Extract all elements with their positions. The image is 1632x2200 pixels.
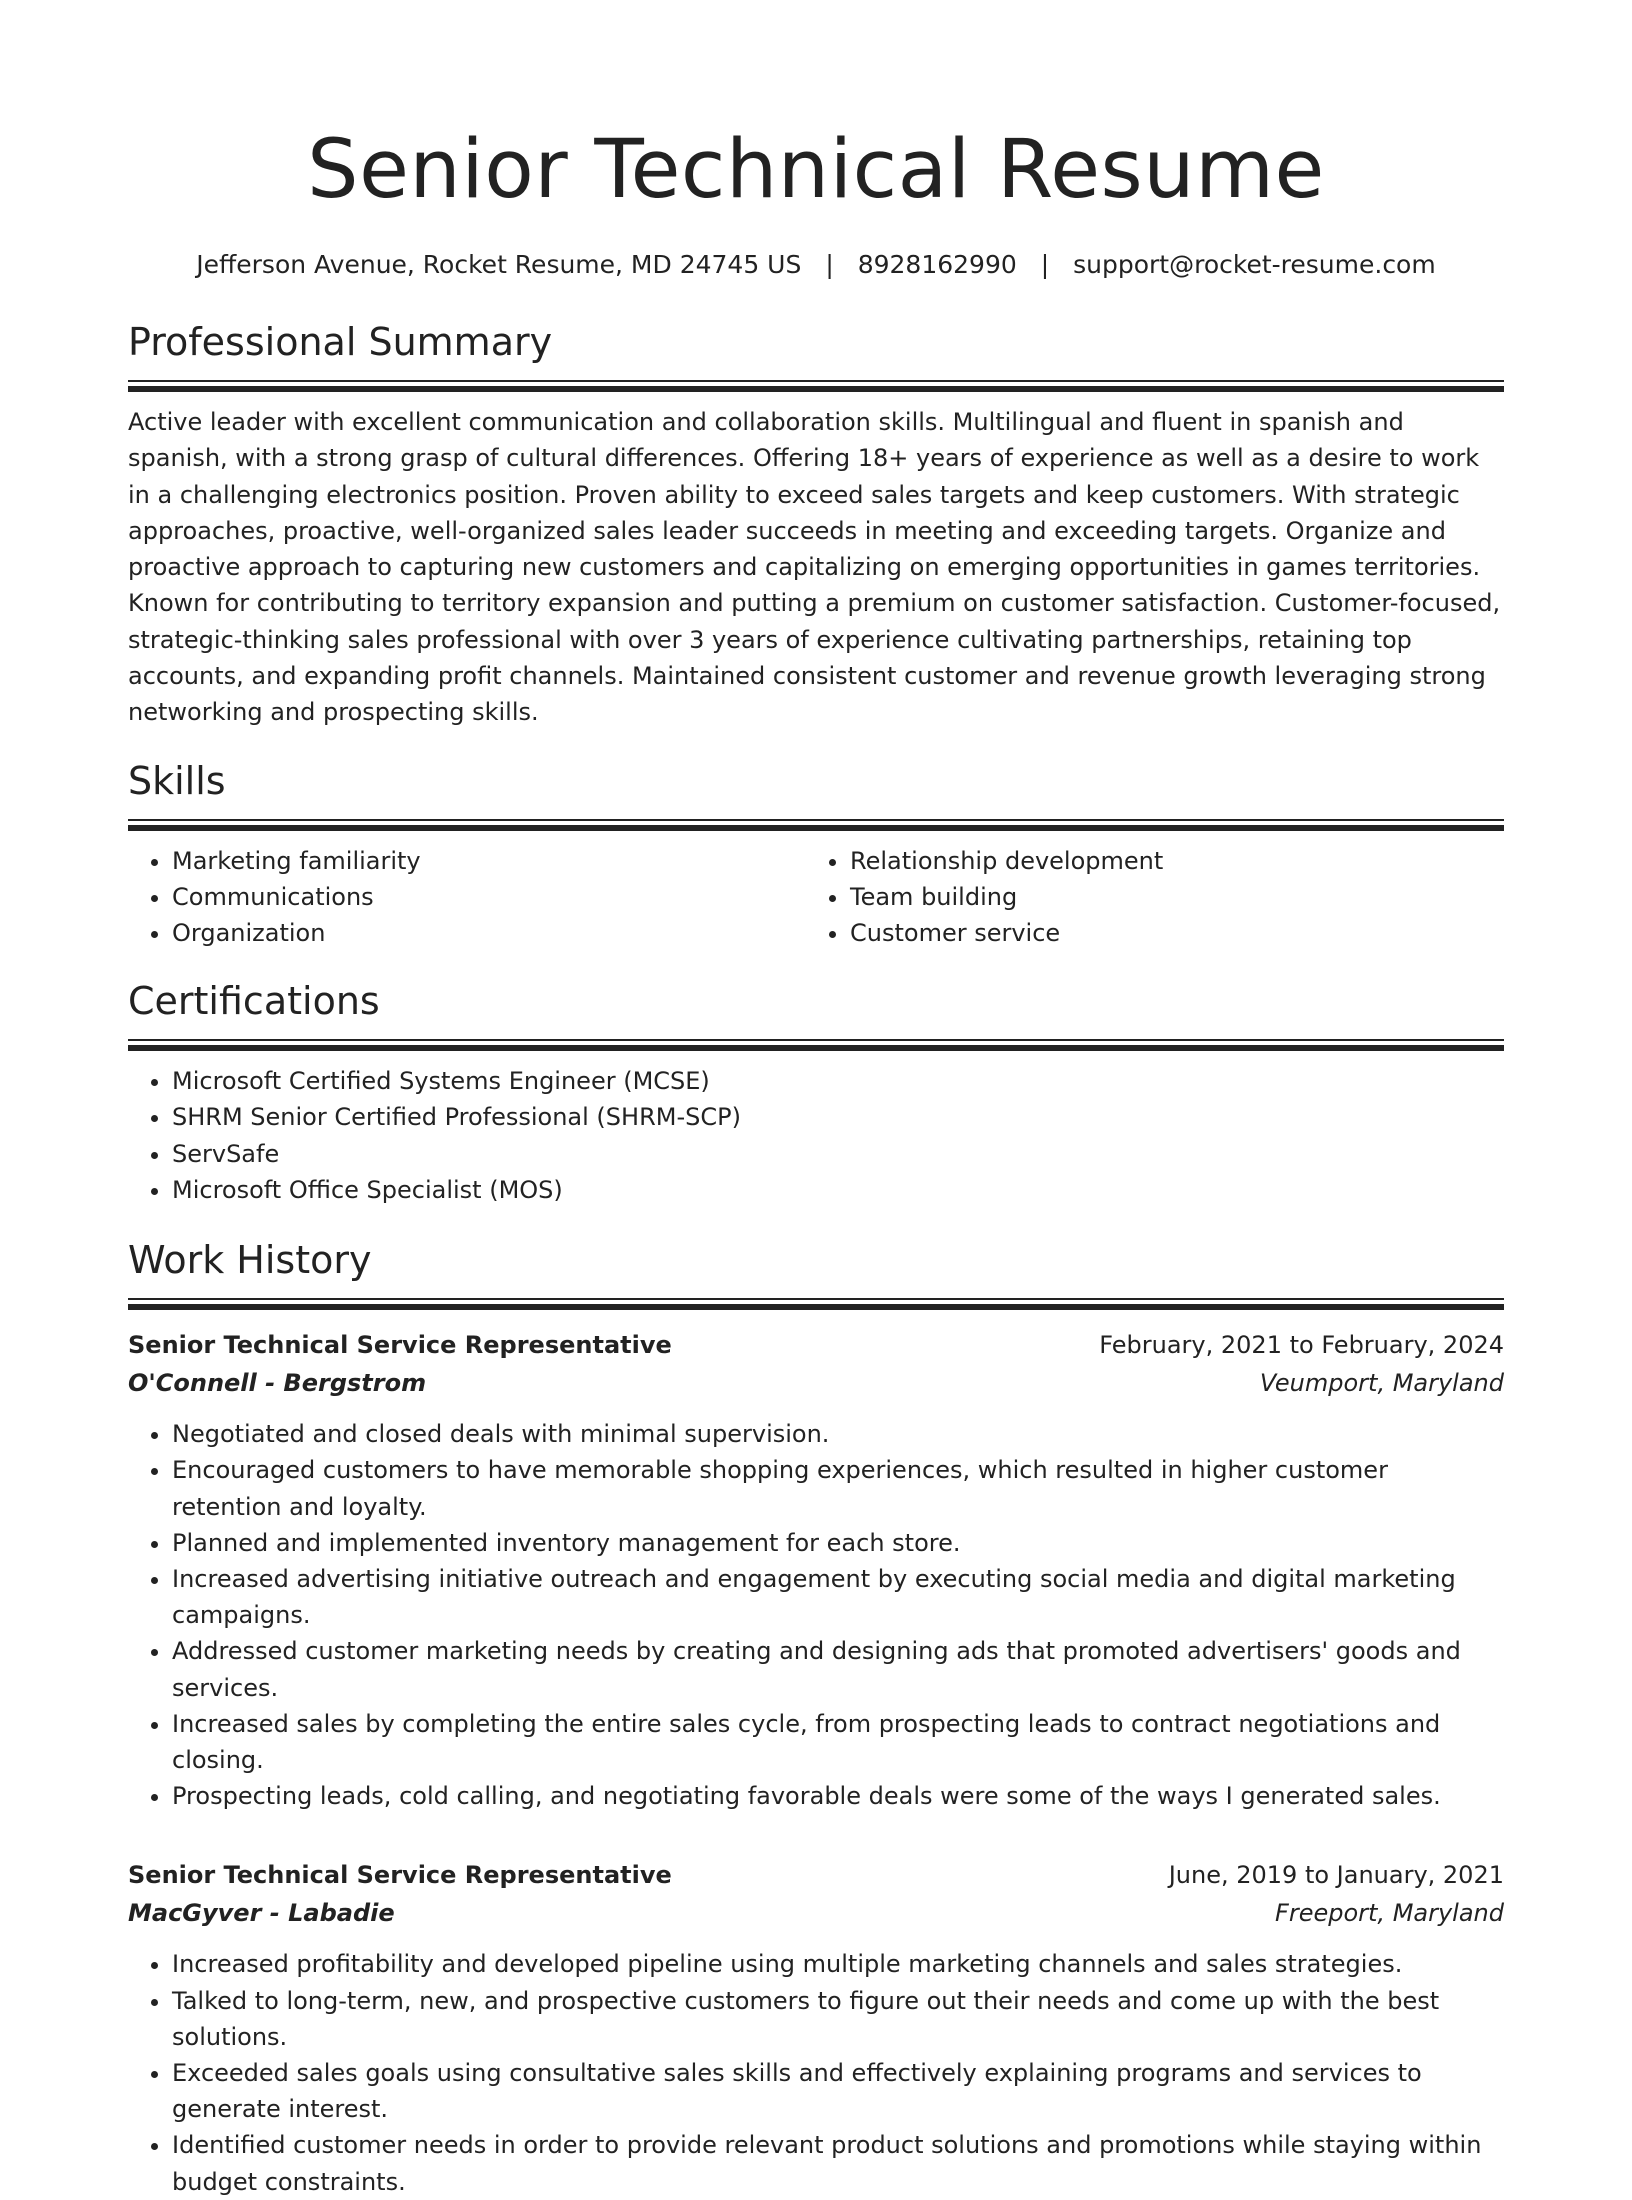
job-duty-item: • Planned and implemented inventory management for each store. (172, 1525, 1504, 1561)
resume-title: Senior Technical Resume (307, 123, 1325, 217)
skills-column-right (806, 843, 1484, 952)
work-history-section (128, 1236, 1504, 2200)
job-dates: June, 2019 to January, 2021 (1168, 1861, 1504, 1890)
certification-item: • SHRM Senior Certified Professional (SHRM-SCP) (172, 1099, 1504, 1135)
section-divider (128, 1298, 1504, 1310)
skills-section (128, 757, 1504, 952)
job-entry (128, 1326, 1504, 1814)
summary-text: Active leader with excellent communication and collaboration skills. Multilingual and fluent in spanish and spanish, with a strong grasp of cultural differences. Offering 18+ years of experience as well as a desire to work in a challenging electronics position. Proven ability to exceed sales targets and keep customers. With strategic approaches, proactive, well-organized sales leader succeeds in meeting and exceeding targets. Organize and proactive approach to capturing new customers and capitalizing on emerging opportunities in games territories. Known for contributing to territory expansion and putting a premium on customer satisfaction. Customer-focused, strategic-thinking sales professional with over 3 years of experience cultivating partnerships, retaining top accounts, and expanding profit channels. Maintained consistent customer and revenue growth leveraging strong networking and prospecting skills. (128, 408, 1501, 727)
job-location: Veumport, Maryland (1259, 1369, 1504, 1398)
contact-address: Jefferson Avenue, Rocket Resume, MD 24745 US (196, 250, 802, 279)
section-heading-work-history: Work History (128, 1238, 372, 1283)
section-heading-certifications: Certifications (128, 979, 380, 1024)
job-duty-item: • Identified customer needs in order to provide relevant product solutions and promotions while staying within budget constraints. (172, 2127, 1504, 2199)
job-duty-item: • Exceeded sales goals using consultative sales skills and effectively explaining programs and services to generate interest. (172, 2055, 1504, 2127)
contact-phone: 8928162990 (857, 250, 1017, 279)
resume-page (128, 120, 1504, 2200)
section-heading-summary: Professional Summary (128, 320, 553, 364)
job-company-row (128, 1894, 1504, 1932)
skill-item: • Customer service (850, 915, 1484, 951)
job-duty-item: • Increased advertising initiative outreach and engagement by executing social media and digital marketing campaigns. (172, 1561, 1504, 1633)
job-duties-list (128, 1416, 1504, 1814)
contact-line (128, 248, 1504, 282)
job-duty-item: • Prospecting leads, cold calling, and negotiating favorable deals were some of the ways I generated sales. (172, 1778, 1504, 1814)
skills-grid (128, 843, 1504, 952)
certification-item: • ServSafe (172, 1136, 1504, 1172)
job-duty-item: • Increased profitability and developed pipeline using multiple marketing channels and sales strategies. (172, 1946, 1504, 1982)
job-dates: February, 2021 to February, 2024 (1099, 1331, 1504, 1360)
job-duty-item: • Addressed customer marketing needs by creating and designing ads that promoted advertisers' goods and services. (172, 1633, 1504, 1705)
skill-item: • Relationship development (850, 843, 1484, 879)
job-company: O'Connell - Bergstrom (128, 1369, 427, 1398)
job-header-row (128, 1856, 1504, 1894)
section-heading-skills: Skills (128, 758, 226, 803)
skill-item: • Marketing familiarity (172, 843, 806, 879)
certifications-list (128, 1063, 1504, 1208)
section-divider (128, 819, 1504, 831)
job-duty-item: • Talked to long-term, new, and prospective customers to figure out their needs and come up with the best solutions. (172, 1983, 1504, 2055)
job-duty-item: • Negotiated and closed deals with minimal supervision. (172, 1416, 1504, 1452)
certification-item: • Microsoft Certified Systems Engineer (MCSE) (172, 1063, 1504, 1099)
section-divider (128, 380, 1504, 392)
job-header-row (128, 1326, 1504, 1364)
job-company-row (128, 1364, 1504, 1402)
skill-item: • Team building (850, 879, 1484, 915)
contact-email: support@rocket-resume.com (1073, 250, 1436, 279)
skill-item: • Communications (172, 879, 806, 915)
section-divider (128, 1039, 1504, 1051)
job-duties-list (128, 1946, 1504, 2199)
job-location: Freeport, Maryland (1275, 1899, 1504, 1928)
job-duty-item: • Encouraged customers to have memorable shopping experiences, which resulted in higher customer retention and loyalty. (172, 1452, 1504, 1524)
certifications-section (128, 977, 1504, 1208)
summary-section (128, 318, 1504, 731)
contact-separator: | (1040, 250, 1050, 279)
job-entry (128, 1856, 1504, 2199)
skills-column-left (128, 843, 806, 952)
job-company: MacGyver - Labadie (128, 1899, 395, 1928)
job-title: Senior Technical Service Representative (128, 1861, 672, 1890)
skill-item: • Organization (172, 915, 806, 951)
job-title: Senior Technical Service Representative (128, 1331, 672, 1360)
job-duty-item: • Increased sales by completing the entire sales cycle, from prospecting leads to contract negotiations and closing. (172, 1706, 1504, 1778)
certification-item: • Microsoft Office Specialist (MOS) (172, 1172, 1504, 1208)
contact-separator: | (825, 250, 834, 279)
